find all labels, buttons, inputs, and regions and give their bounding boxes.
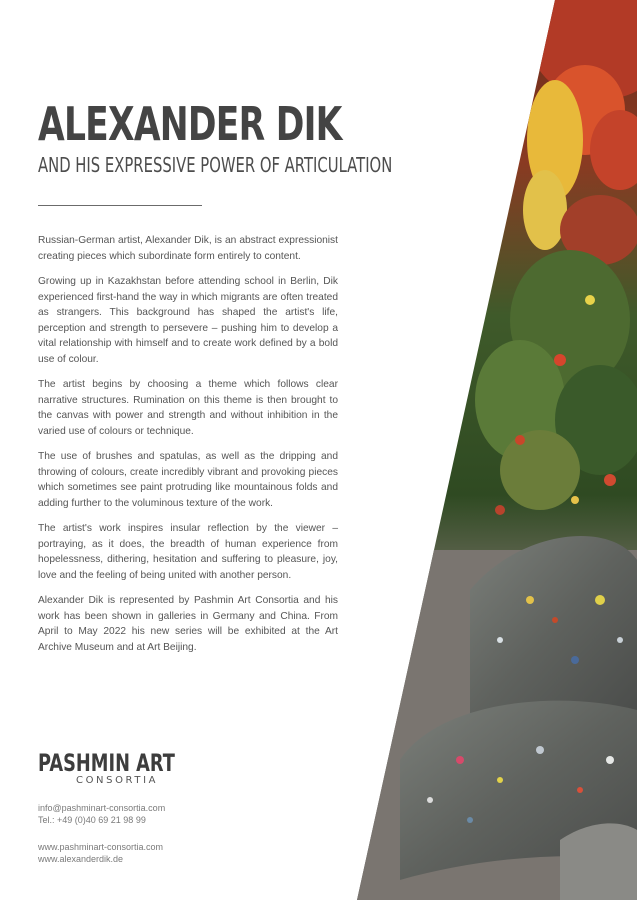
paragraph: The use of brushes and spatulas, as well as the dripping and throwing of colours, create incredibly vibrant and provoking pieces which sometimes see paint protruding like mountainous folds and adding further to the voluminous texture of the work. — [38, 451, 338, 509]
paragraph: The artist's work inspires insular reflection by the viewer – portraying, as it does, the breadth of human experience from hopelessness, dithering, hesitation and suffering to pleasure, joy, love and the feeling of being united with another person. — [38, 523, 338, 581]
gallery-logo — [38, 749, 175, 786]
subtitle: AND HIS EXPRESSIVE POWER OF ARTICULATION — [38, 153, 393, 177]
email-link[interactable]: info@pashminart-consortia.com — [38, 803, 166, 813]
paragraph: Growing up in Kazakhstan before attending school in Berlin, Dik experienced first-hand the way in which migrants are often treated as strangers. This background has shaped the artist's life, perception and strength to persevere – pushing him to develop a vital relationship with himself and to create work defined by a bold use of colour. — [38, 276, 338, 365]
paragraph: Alexander Dik is represented by Pashmin Art Consortia and his work has been shown in galleries in Germany and China. From April to May 2022 his new series will be exhibited at the Art Archive Museum and at Art Beijing. — [38, 595, 338, 653]
divider — [38, 205, 202, 206]
website-links — [38, 841, 163, 865]
logo-main-text: PASHMIN ART — [38, 749, 175, 777]
paragraph: Russian-German artist, Alexander Dik, is an abstract expressionist creating pieces which subordinate form entirely to content. — [38, 235, 338, 262]
paragraph: The artist begins by choosing a theme which follows clear narrative structures. Rumination on this theme is then brought to the canvas with power and strength and without inhibition in the varied use of colours or technique. — [38, 379, 338, 437]
biography-text — [38, 233, 338, 665]
phone-number: Tel.: +49 (0)40 69 21 98 99 — [38, 815, 146, 825]
logo-sub-text: CONSORTIA — [76, 775, 159, 786]
website-link-consortia[interactable]: www.pashminart-consortia.com — [38, 842, 164, 852]
contact-info — [38, 802, 165, 826]
artist-name-title: ALEXANDER DIK — [38, 97, 342, 151]
website-link-artist[interactable]: www.alexanderdik.de — [38, 854, 124, 864]
